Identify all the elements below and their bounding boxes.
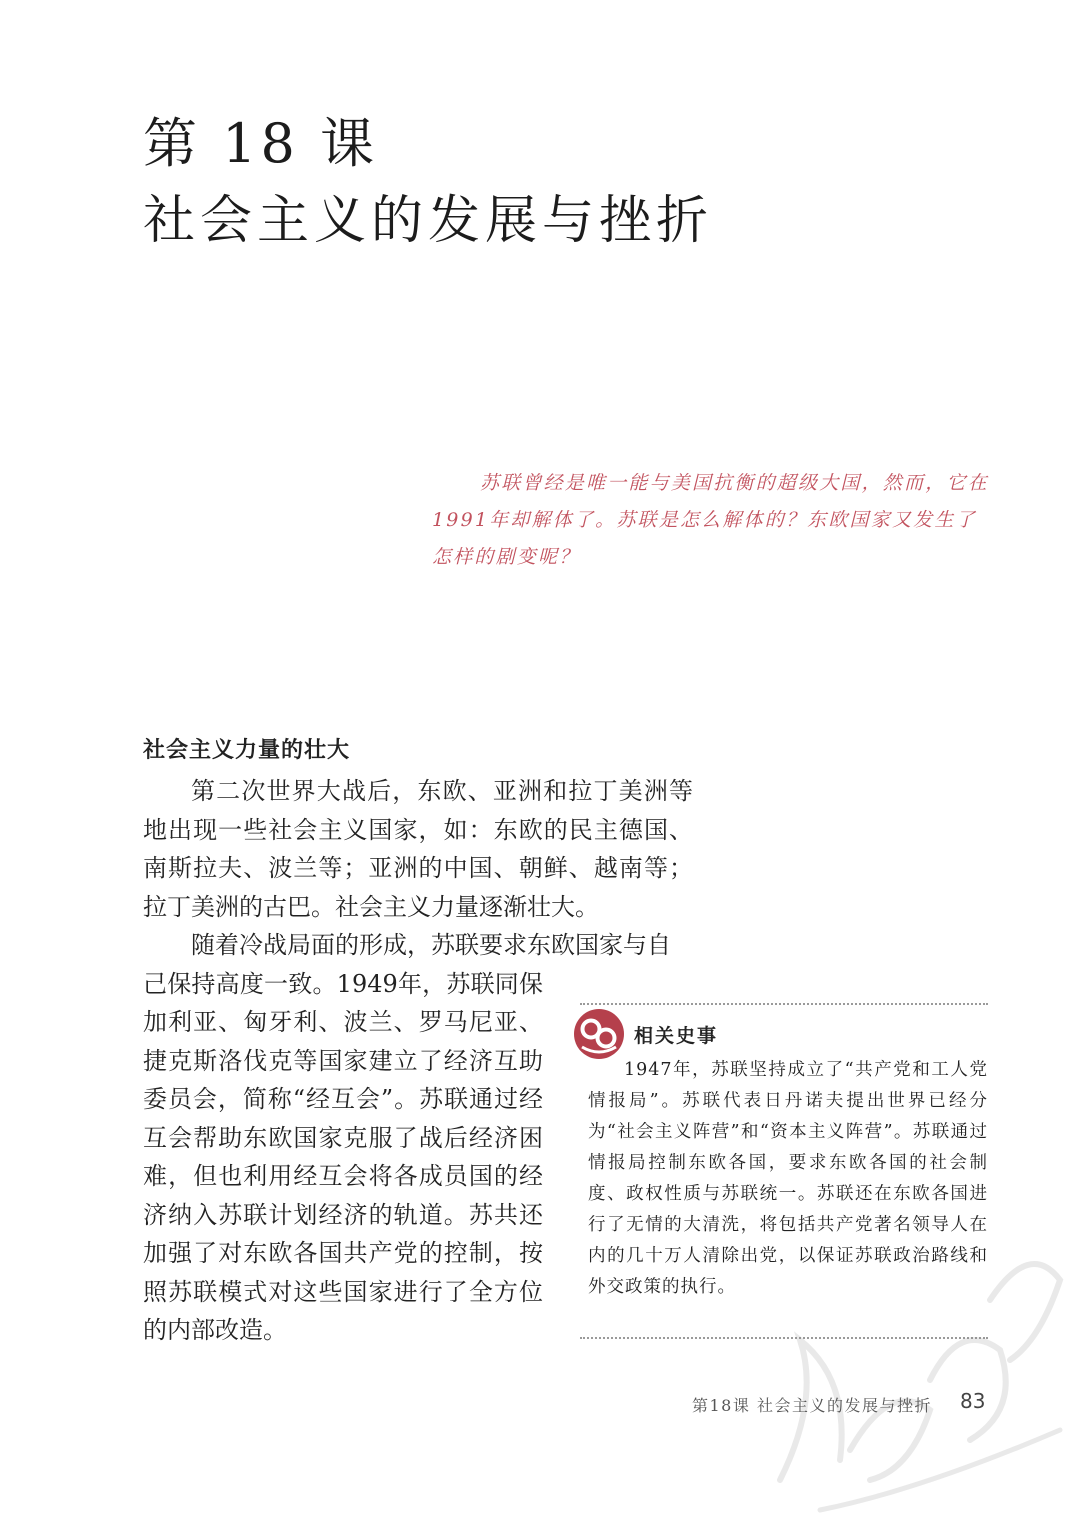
page-number: 83	[960, 1389, 986, 1413]
sidebar-heading: 相关史事	[634, 1025, 719, 1047]
lesson-number: 第 18 课	[143, 112, 379, 175]
related-history-icon	[572, 1007, 626, 1061]
lesson-title: 社会主义的发展与挫折	[143, 191, 714, 251]
body-paragraph: 己保持高度一致。1949年，苏联同保加利亚、匈牙利、波兰、罗马尼亚、捷克斯洛伐克等国家建立了经济互助委员会，简称“经互会”。苏联通过经互会帮助东欧国家克服了战后经济困难，但也利用经互会将各成员国的经济纳入苏联计划经济的轨道。苏共还加强了对东欧各国共产党的控制，按照苏联模式对这些国家进行了全方位的内部改造。	[143, 969, 543, 1344]
body-paragraph-line: 随着冷战局面的形成，苏联要求东欧国家与自	[191, 931, 671, 959]
footer-lesson-label: 第18课 社会主义的发展与挫折	[692, 1396, 932, 1415]
body-paragraph: 第二次世界大战后，东欧、亚洲和拉丁美洲等地出现一些社会主义国家，如：东欧的民主德国、南斯拉夫、波兰等；亚洲的中国、朝鲜、越南等；拉丁美洲的古巴。社会主义力量逐渐壮大。	[143, 777, 693, 921]
watermark-image	[760, 1180, 1080, 1526]
section-heading: 社会主义力量的壮大	[143, 738, 351, 763]
lesson-intro: 苏联曾经是唯一能与美国抗衡的超级大国，然而，它在1991年却解体了。苏联是怎么解体的？东欧国家又发生了怎样的剧变呢？	[432, 472, 989, 568]
sidebar-body: 1947年，苏联坚持成立了“共产党和工人党情报局”。苏联代表日丹诺夫提出世界已经分为“社会主义阵营”和“资本主义阵营”。苏联通过情报局控制东欧各国，要求东欧各国的社会制度、政权性质与苏联统一。苏联还在东欧各国进行了无情的大清洗，将包括共产党著名领导人在内的几十万人清除出党，以保证苏联政治路线和外交政策的执行。	[588, 1060, 988, 1297]
